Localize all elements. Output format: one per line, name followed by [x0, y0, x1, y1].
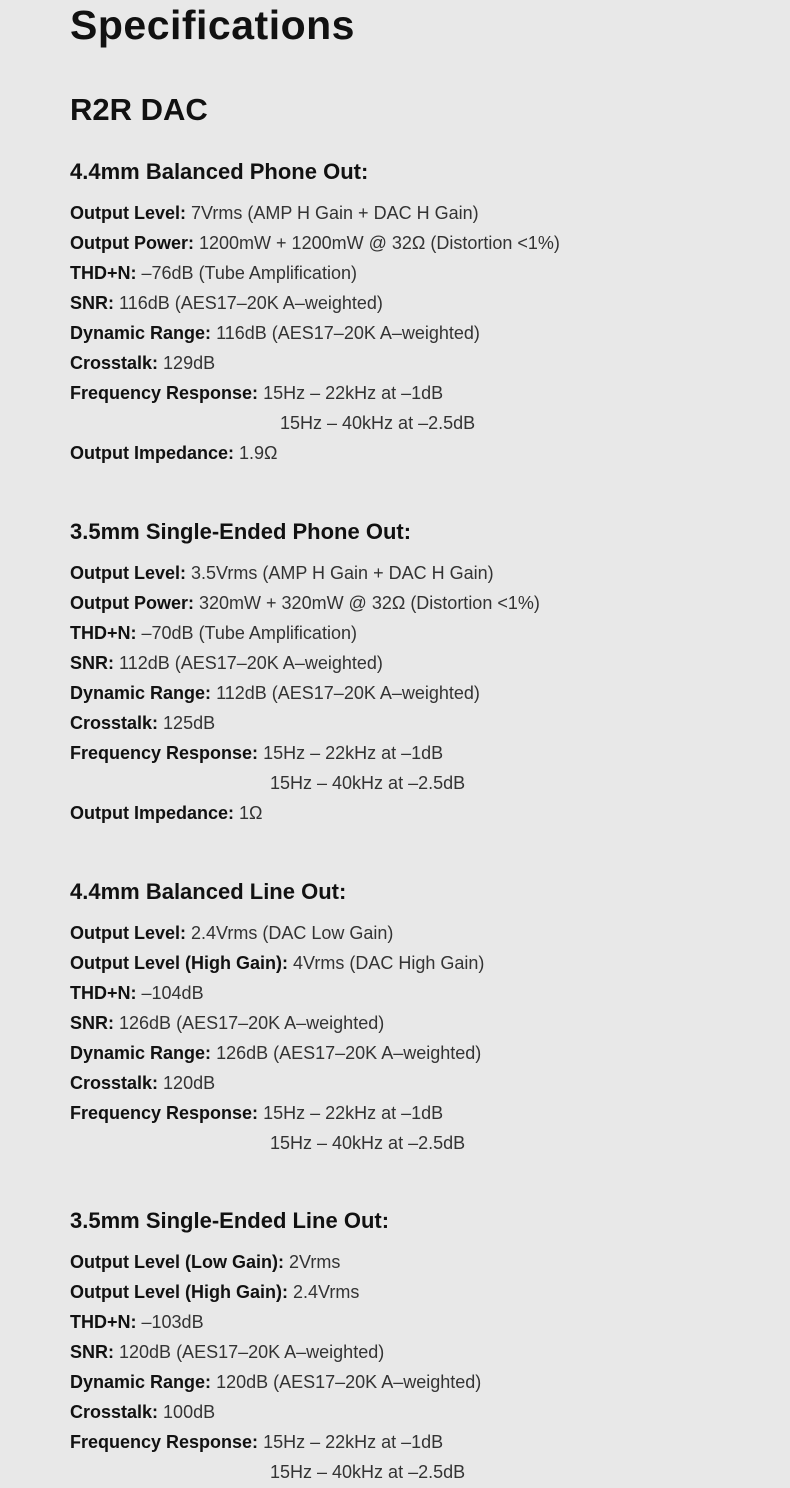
spec-label: THD+N: — [70, 263, 137, 283]
spec-label: Dynamic Range: — [70, 1372, 212, 1392]
spec-value: 100dB — [163, 1402, 216, 1422]
spec-value: 320mW + 320mW @ 32Ω (Distortion <1%) — [199, 593, 540, 613]
spec-label: Frequency Response: — [70, 743, 259, 763]
spec-row — [70, 1307, 770, 1337]
section-title: 4.4mm Balanced Line Out: — [70, 879, 347, 904]
spec-label: SNR: — [70, 653, 114, 673]
spec-list — [70, 198, 770, 468]
spec-value: 15Hz – 22kHz at –1dB — [263, 743, 444, 763]
spec-row — [70, 1367, 770, 1397]
spec-value: 7Vrms (AMP H Gain + DAC H Gain) — [191, 203, 479, 223]
spec-value: –76dB (Tube Amplification) — [141, 263, 357, 283]
spec-value: 126dB (AES17–20K A–weighted) — [119, 1013, 385, 1033]
page-title: Specifications — [70, 2, 355, 48]
spec-row — [70, 198, 770, 228]
spec-value: 15Hz – 22kHz at –1dB — [263, 1103, 444, 1123]
spec-row — [70, 1337, 770, 1367]
spec-value: 120dB (AES17–20K A–weighted) — [119, 1342, 385, 1362]
section-title: 3.5mm Single-Ended Line Out: — [70, 1208, 390, 1233]
spec-value-continued: 15Hz – 40kHz at –2.5dB — [270, 773, 466, 793]
spec-value: –104dB — [141, 983, 204, 1003]
spec-value-continued: 15Hz – 40kHz at –2.5dB — [280, 413, 476, 433]
section-title: 4.4mm Balanced Phone Out: — [70, 159, 369, 184]
spec-value: 4Vrms (DAC High Gain) — [293, 953, 485, 973]
spec-row — [70, 1457, 770, 1487]
spec-value: 125dB — [163, 713, 216, 733]
spec-label: THD+N: — [70, 1312, 137, 1332]
spec-row — [70, 258, 770, 288]
spec-list — [70, 918, 770, 1158]
spec-label: Frequency Response: — [70, 1432, 259, 1452]
spec-row — [70, 588, 770, 618]
spec-label: Crosstalk: — [70, 353, 159, 373]
spec-row — [70, 948, 770, 978]
spec-list — [70, 558, 770, 828]
spec-label: Crosstalk: — [70, 713, 159, 733]
spec-value: 1.9Ω — [239, 443, 278, 463]
spec-label: Output Power: — [70, 593, 194, 613]
section-title: 3.5mm Single-Ended Phone Out: — [70, 519, 412, 544]
spec-row — [70, 1098, 770, 1128]
section-balanced-line-out — [70, 878, 770, 1158]
spec-row — [70, 678, 770, 708]
subtitle: R2R DAC — [70, 92, 208, 127]
spec-value-continued: 15Hz – 40kHz at –2.5dB — [270, 1133, 466, 1153]
spec-value: 120dB — [163, 1073, 216, 1093]
spec-row — [70, 1427, 770, 1457]
spec-label: Frequency Response: — [70, 1103, 259, 1123]
spec-label: Output Level: — [70, 563, 186, 583]
spec-value: 2.4Vrms (DAC Low Gain) — [191, 923, 394, 943]
spec-label: Dynamic Range: — [70, 323, 212, 343]
spec-label: Output Impedance: — [70, 803, 235, 823]
spec-row — [70, 438, 770, 468]
spec-value: 116dB (AES17–20K A–weighted) — [119, 293, 383, 313]
spec-label: Output Level (Low Gain): — [70, 1252, 284, 1272]
spec-row — [70, 1038, 770, 1068]
spec-value: 1200mW + 1200mW @ 32Ω (Distortion <1%) — [199, 233, 560, 253]
spec-row — [70, 1008, 770, 1038]
spec-row — [70, 1277, 770, 1307]
spec-row — [70, 708, 770, 738]
spec-label: Dynamic Range: — [70, 1043, 212, 1063]
spec-value: 2.4Vrms — [293, 1282, 360, 1302]
section-single-ended-phone-out — [70, 518, 770, 828]
spec-value: 1Ω — [239, 803, 263, 823]
spec-row — [70, 978, 770, 1008]
spec-label: Output Level: — [70, 203, 186, 223]
spec-row — [70, 408, 770, 438]
spec-value: –103dB — [141, 1312, 204, 1332]
spec-value: 2Vrms — [289, 1252, 341, 1272]
spec-label: Dynamic Range: — [70, 683, 212, 703]
spec-row — [70, 288, 770, 318]
spec-label: Crosstalk: — [70, 1073, 159, 1093]
section-single-ended-line-out — [70, 1207, 770, 1487]
spec-label: Output Level (High Gain): — [70, 1282, 288, 1302]
spec-value: 112dB (AES17–20K A–weighted) — [216, 683, 480, 703]
spec-value: 120dB (AES17–20K A–weighted) — [216, 1372, 482, 1392]
spec-value: 15Hz – 22kHz at –1dB — [263, 1432, 444, 1452]
spec-label: SNR: — [70, 293, 114, 313]
spec-value: 129dB — [163, 353, 216, 373]
spec-row — [70, 228, 770, 258]
spec-label: Output Level: — [70, 923, 186, 943]
spec-row — [70, 318, 770, 348]
spec-row — [70, 558, 770, 588]
spec-value: –70dB (Tube Amplification) — [141, 623, 357, 643]
spec-label: Output Power: — [70, 233, 194, 253]
spec-value-continued: 15Hz – 40kHz at –2.5dB — [270, 1462, 466, 1482]
spec-label: Output Impedance: — [70, 443, 235, 463]
spec-row — [70, 1068, 770, 1098]
spec-row — [70, 918, 770, 948]
spec-row — [70, 618, 770, 648]
spec-row — [70, 738, 770, 768]
spec-row — [70, 1397, 770, 1427]
spec-row — [70, 1247, 770, 1277]
spec-list — [70, 1247, 770, 1487]
spec-label: Output Level (High Gain): — [70, 953, 288, 973]
spec-value: 3.5Vrms (AMP H Gain + DAC H Gain) — [191, 563, 494, 583]
spec-row — [70, 1128, 770, 1158]
section-balanced-phone-out — [70, 158, 770, 468]
spec-value: 15Hz – 22kHz at –1dB — [263, 383, 444, 403]
spec-label: Crosstalk: — [70, 1402, 159, 1422]
spec-row — [70, 348, 770, 378]
spec-label: SNR: — [70, 1013, 114, 1033]
spec-row — [70, 768, 770, 798]
spec-value: 112dB (AES17–20K A–weighted) — [119, 653, 383, 673]
spec-label: Frequency Response: — [70, 383, 259, 403]
spec-row — [70, 378, 770, 408]
spec-label: SNR: — [70, 1342, 114, 1362]
spec-value: 126dB (AES17–20K A–weighted) — [216, 1043, 482, 1063]
spec-row — [70, 648, 770, 678]
spec-value: 116dB (AES17–20K A–weighted) — [216, 323, 480, 343]
spec-row — [70, 798, 770, 828]
spec-label: THD+N: — [70, 623, 137, 643]
spec-label: THD+N: — [70, 983, 137, 1003]
